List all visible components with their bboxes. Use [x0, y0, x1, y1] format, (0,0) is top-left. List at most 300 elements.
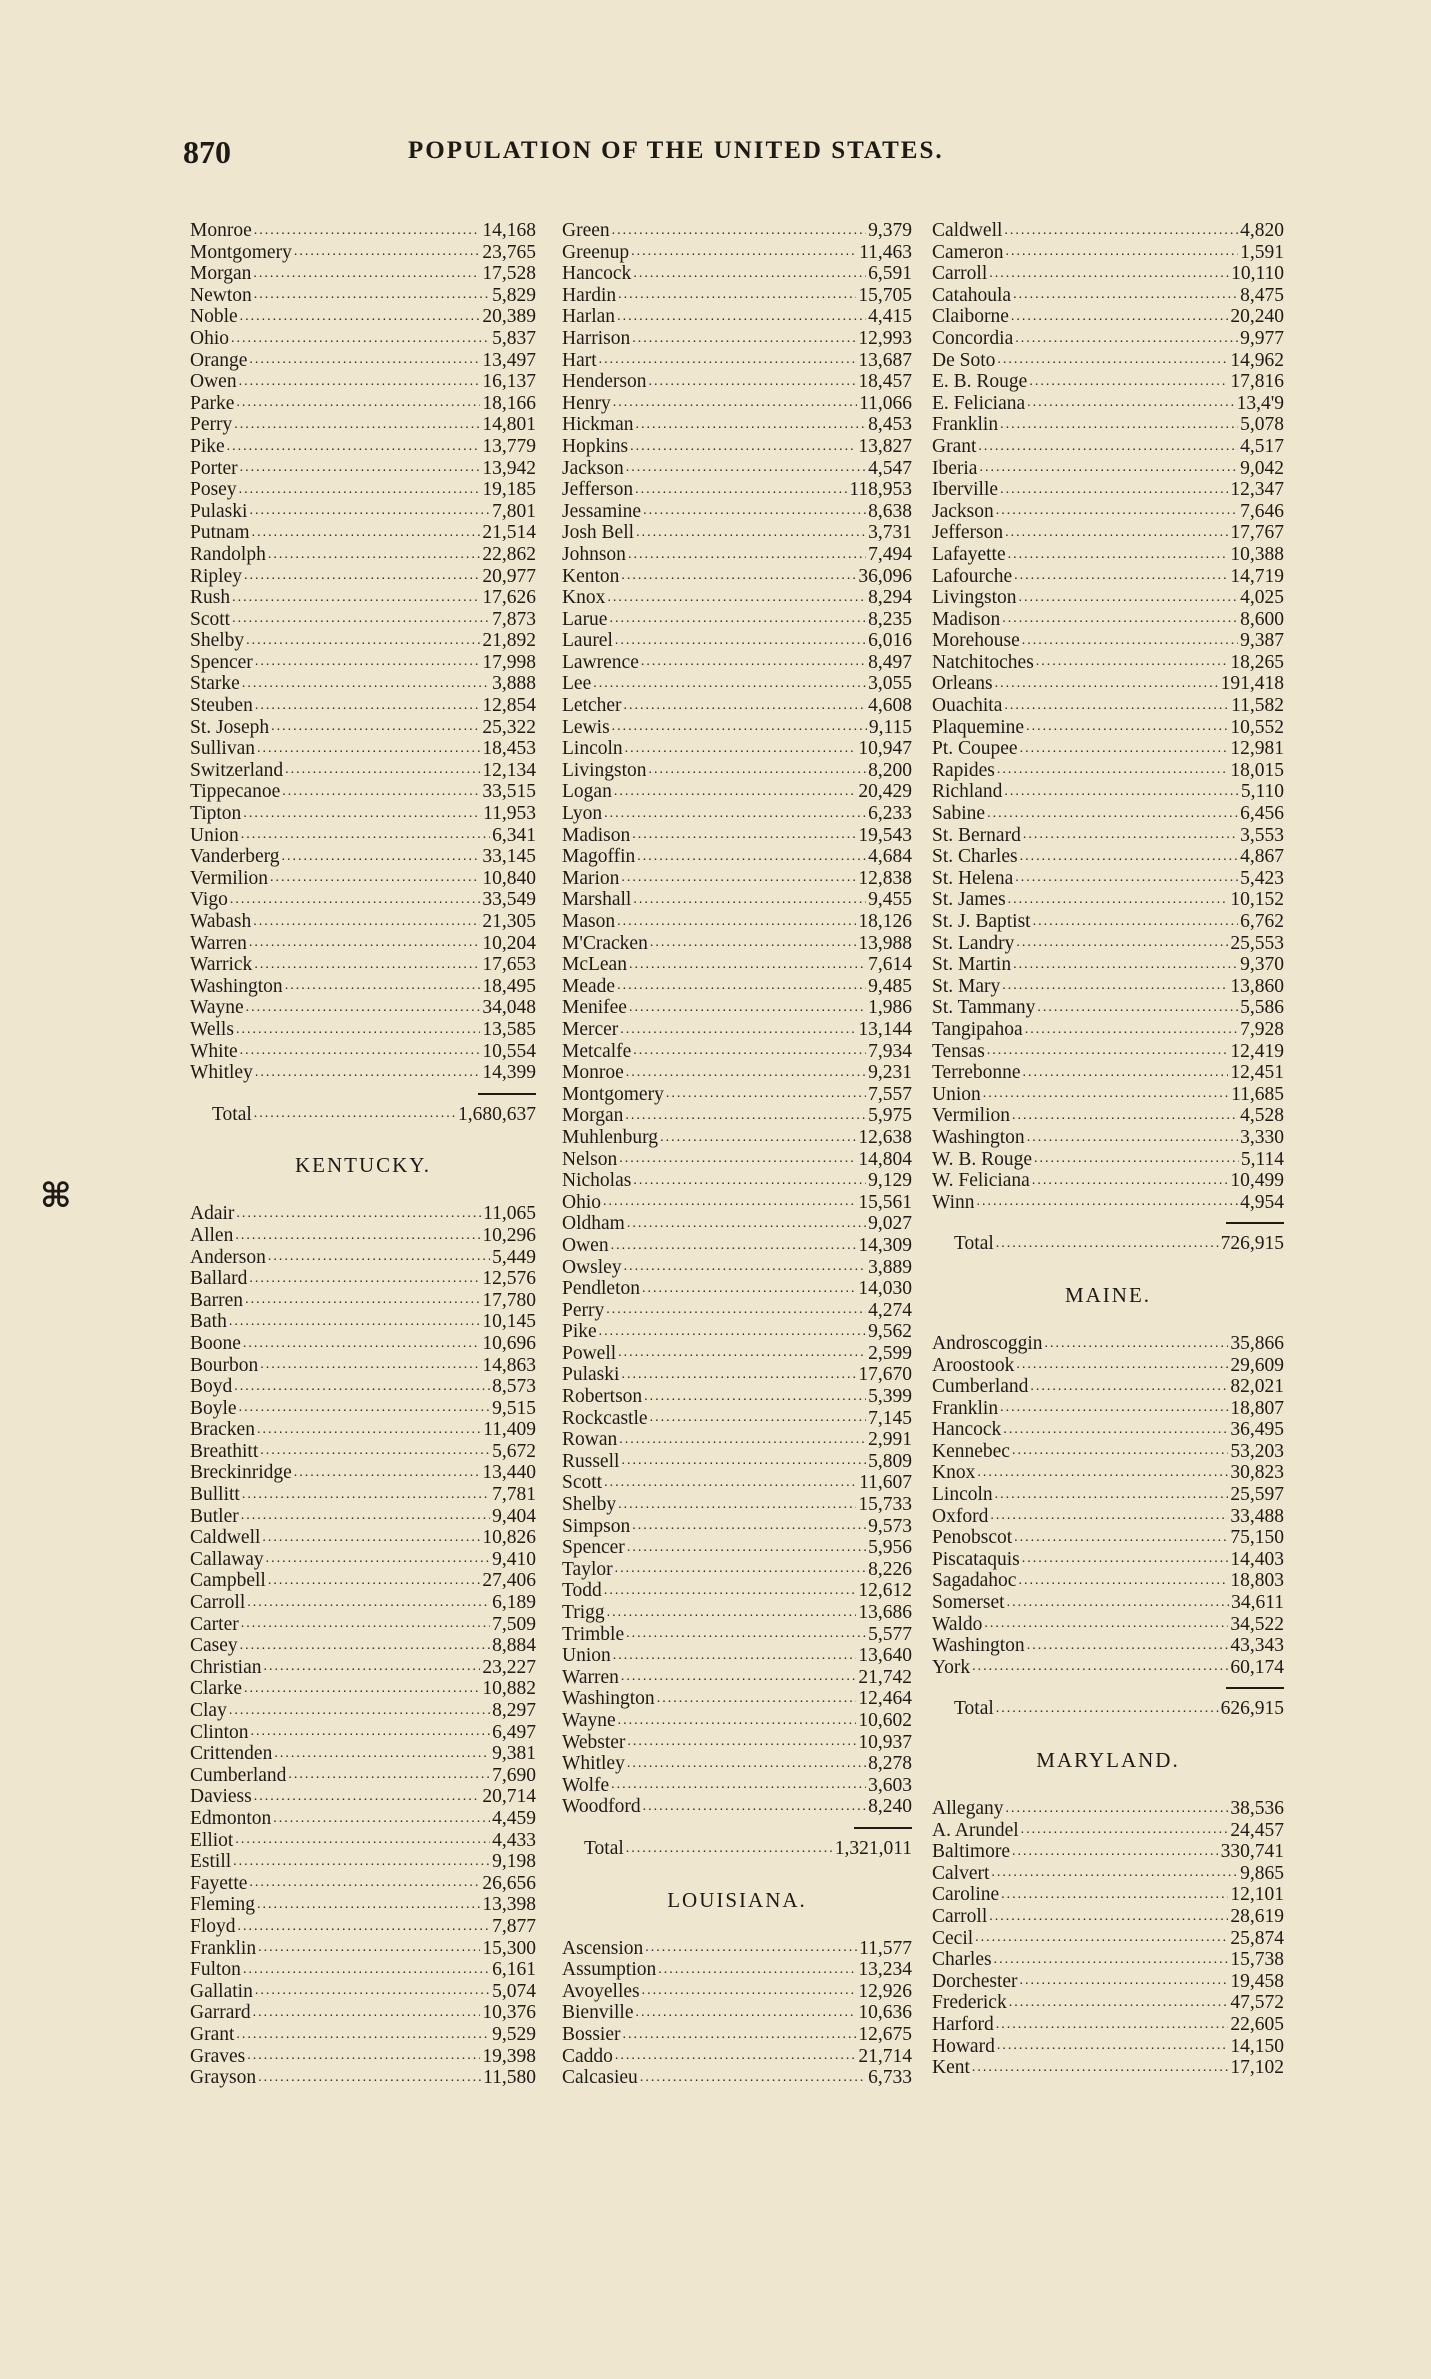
- total-value: 626,915: [1220, 1698, 1284, 1720]
- county-name: Breathitt: [190, 1440, 259, 1462]
- county-name: Taylor: [562, 1558, 613, 1580]
- county-population: 9,515: [492, 1397, 536, 1419]
- county-name: Warren: [190, 932, 247, 954]
- dot-leader: [649, 762, 867, 778]
- county-population: 13,827: [858, 435, 912, 457]
- county-population: 14,403: [1230, 1548, 1284, 1570]
- county-name: Rapides: [932, 759, 995, 781]
- county-population: 18,807: [1230, 1397, 1284, 1419]
- county-population: 5,110: [1240, 781, 1284, 803]
- county-population: 15,733: [858, 1494, 912, 1516]
- column-1: [190, 220, 536, 2089]
- county-population: 12,638: [858, 1126, 912, 1148]
- dot-leader: [633, 1173, 866, 1189]
- county-row: [190, 652, 536, 674]
- dot-leader: [996, 1236, 1219, 1252]
- county-population: 1,986: [868, 997, 912, 1019]
- county-population: 13,440: [482, 1462, 536, 1484]
- county-name: Caroline: [932, 1884, 1000, 1906]
- total-rule: [478, 1093, 536, 1095]
- county-row: [562, 1300, 912, 1322]
- dot-leader: [593, 676, 866, 692]
- county-population: 14,309: [858, 1234, 912, 1256]
- county-name: Henderson: [562, 371, 647, 393]
- county-row: [190, 1203, 536, 1225]
- county-row: [562, 479, 912, 501]
- county-row: [932, 566, 1284, 588]
- dot-leader: [1004, 698, 1229, 714]
- county-name: Franklin: [932, 1397, 999, 1419]
- county-name: Natchitoches: [932, 651, 1034, 673]
- county-name: W. Feliciana: [932, 1170, 1030, 1192]
- county-row: [932, 1570, 1284, 1592]
- dot-leader: [990, 1508, 1228, 1524]
- dot-leader: [231, 331, 490, 347]
- county-name: Owen: [190, 371, 237, 393]
- county-name: Tangipahoa: [932, 1018, 1023, 1040]
- dot-leader: [620, 1022, 856, 1038]
- county-row: [932, 846, 1284, 868]
- county-name: Franklin: [932, 414, 999, 436]
- county-row: [190, 306, 536, 328]
- county-name: Ripley: [190, 565, 242, 587]
- county-row: [562, 1451, 912, 1473]
- county-row: [562, 436, 912, 458]
- county-row: [932, 1376, 1284, 1398]
- county-name: Terrebonne: [932, 1062, 1021, 1084]
- county-row: [562, 695, 912, 717]
- county-row: [932, 350, 1284, 372]
- dot-leader: [1019, 590, 1239, 606]
- dot-leader: [1004, 784, 1238, 800]
- county-population: 9,370: [1240, 954, 1284, 976]
- county-row: [190, 760, 536, 782]
- county-row: [932, 1333, 1284, 1355]
- county-name: Pendleton: [562, 1278, 640, 1300]
- county-row: [190, 889, 536, 911]
- dot-leader: [1015, 870, 1238, 886]
- printer-mark: ⌘: [40, 1178, 72, 1215]
- county-population: 12,347: [1230, 479, 1284, 501]
- dot-leader: [271, 719, 480, 735]
- county-name: Shelby: [190, 630, 245, 652]
- county-name: Avoyelles: [562, 1980, 640, 2002]
- county-row: [190, 458, 536, 480]
- county-name: Cameron: [932, 241, 1004, 263]
- county-row: [562, 1213, 912, 1235]
- county-name: Pulaski: [562, 1364, 620, 1386]
- dot-leader: [632, 331, 856, 347]
- state-heading: MARYLAND.: [1036, 1748, 1180, 1772]
- county-name: Sabine: [932, 803, 986, 825]
- county-name: Woodford: [562, 1796, 641, 1818]
- county-name: Harlan: [562, 306, 616, 328]
- county-name: Fleming: [190, 1894, 256, 1916]
- county-population: 19,185: [482, 479, 536, 501]
- county-row: [562, 1559, 912, 1581]
- state-block: [562, 1886, 912, 2089]
- county-row: [190, 933, 536, 955]
- county-name: Ballard: [190, 1268, 248, 1290]
- county-population: 6,341: [492, 824, 536, 846]
- county-name: Bossier: [562, 2023, 621, 2045]
- county-row: [562, 760, 912, 782]
- county-name: York: [932, 1656, 971, 1678]
- county-name: Todd: [562, 1580, 602, 1602]
- county-row: [562, 1192, 912, 1214]
- county-name: Washington: [190, 975, 283, 997]
- county-population: 10,145: [482, 1311, 536, 1333]
- county-row: [932, 587, 1284, 609]
- county-name: A. Arundel: [932, 1819, 1019, 1841]
- dot-leader: [621, 1669, 856, 1685]
- county-name: E. Feliciana: [932, 392, 1026, 414]
- dot-leader: [274, 1746, 490, 1762]
- dot-leader: [262, 1530, 480, 1546]
- county-population: 18,803: [1230, 1570, 1284, 1592]
- dot-leader: [1012, 1844, 1219, 1860]
- dot-leader: [650, 935, 857, 951]
- county-population: 9,379: [868, 220, 912, 241]
- county-row: [190, 1894, 536, 1916]
- county-row: [562, 738, 912, 760]
- county-name: Anderson: [190, 1246, 266, 1268]
- county-name: Carroll: [190, 1592, 246, 1614]
- county-name: W. B. Rouge: [932, 1148, 1033, 1170]
- county-population: 8,297: [492, 1700, 536, 1721]
- county-row: [190, 1268, 536, 1290]
- county-population: 9,381: [492, 1743, 536, 1765]
- county-row: [190, 717, 536, 739]
- dot-leader: [621, 568, 856, 584]
- county-row: [562, 997, 912, 1019]
- dot-leader: [640, 2070, 866, 2086]
- county-population: 12,419: [1230, 1040, 1284, 1062]
- dot-leader: [1001, 1887, 1228, 1903]
- county-row: [190, 2067, 536, 2089]
- dot-leader: [1030, 1379, 1228, 1395]
- county-row: [562, 1732, 912, 1754]
- county-population: 4,954: [1240, 1191, 1284, 1213]
- dot-leader: [983, 1086, 1229, 1102]
- county-row: [562, 1775, 912, 1797]
- dot-leader: [1027, 395, 1234, 411]
- county-name: Steuben: [190, 695, 253, 717]
- county-name: Marshall: [562, 889, 632, 911]
- county-name: Russell: [562, 1450, 620, 1472]
- county-name: Lee: [562, 673, 592, 695]
- county-row: [562, 1537, 912, 1559]
- county-population: 4,547: [868, 457, 912, 479]
- county-population: 5,078: [1240, 414, 1284, 436]
- county-population: 9,573: [868, 1515, 912, 1537]
- county-row: [190, 328, 536, 350]
- county-name: E. B. Rouge: [932, 371, 1028, 393]
- county-population: 18,495: [482, 975, 536, 997]
- county-population: 13,497: [482, 349, 536, 371]
- state-heading: LOUISIANA.: [667, 1887, 807, 1912]
- dot-leader: [635, 482, 847, 498]
- county-name: M'Cracken: [562, 932, 648, 954]
- county-row: [932, 911, 1284, 933]
- county-row: [562, 1516, 912, 1538]
- county-name: Johnson: [562, 543, 626, 565]
- dot-leader: [236, 395, 480, 411]
- county-row: [932, 609, 1284, 631]
- dot-leader: [1004, 223, 1238, 239]
- county-population: 14,962: [1230, 349, 1284, 371]
- county-row: [190, 1873, 536, 1895]
- state-block: [190, 1151, 536, 2088]
- dot-leader: [632, 1518, 866, 1534]
- county-name: Hancock: [562, 263, 632, 285]
- dot-leader: [1002, 978, 1228, 994]
- county-name: Cumberland: [932, 1376, 1029, 1398]
- county-row: [562, 976, 912, 998]
- dot-leader: [613, 1648, 857, 1664]
- dot-leader: [979, 460, 1238, 476]
- county-row: [562, 1472, 912, 1494]
- dot-leader: [996, 503, 1238, 519]
- dot-leader: [249, 352, 480, 368]
- county-name: St. Mary: [932, 975, 1001, 997]
- county-row: [932, 1884, 1284, 1906]
- county-row: [932, 328, 1284, 350]
- county-row: [190, 1614, 536, 1636]
- county-name: Washington: [562, 1688, 655, 1710]
- dot-leader: [240, 460, 481, 476]
- county-row: [562, 2024, 912, 2046]
- dot-leader: [650, 1410, 867, 1426]
- dot-leader: [268, 1573, 481, 1589]
- dot-leader: [254, 223, 481, 239]
- county-row: [562, 1580, 912, 1602]
- county-population: 10,388: [1230, 543, 1284, 565]
- dot-leader: [604, 806, 866, 822]
- dot-leader: [233, 1854, 490, 1870]
- total-value: 1,321,011: [834, 1837, 912, 1859]
- county-row: [190, 1376, 536, 1398]
- county-population: 13,4'9: [1236, 392, 1284, 414]
- dot-leader: [627, 1756, 866, 1772]
- county-row: [190, 566, 536, 588]
- dot-leader: [972, 2060, 1228, 2076]
- county-name: Grayson: [190, 2067, 257, 2089]
- county-row: [190, 1527, 536, 1549]
- total-label: Total: [954, 1233, 994, 1255]
- county-name: Pulaski: [190, 500, 248, 522]
- dot-leader: [987, 806, 1238, 822]
- county-name: Knox: [562, 587, 606, 609]
- county-name: Iberia: [932, 457, 978, 479]
- dot-leader: [249, 1875, 480, 1891]
- county-population: 4,459: [492, 1807, 536, 1829]
- county-name: Floyd: [190, 1915, 236, 1937]
- county-population: 13,687: [858, 349, 912, 371]
- county-row: [190, 1938, 536, 1960]
- county-population: 17,998: [482, 651, 536, 673]
- county-name: Putnam: [190, 522, 250, 544]
- county-population: 11,409: [483, 1419, 536, 1441]
- county-name: Allen: [190, 1224, 234, 1246]
- county-population: 118,953: [849, 479, 912, 501]
- county-name: Spencer: [190, 651, 253, 673]
- county-row: [562, 1981, 912, 2003]
- county-name: Claiborne: [932, 306, 1009, 328]
- dot-leader: [632, 827, 856, 843]
- dot-leader: [996, 2017, 1229, 2033]
- total-label: Total: [954, 1698, 994, 1720]
- county-row: [932, 630, 1284, 652]
- state-heading: KENTUCKY.: [294, 1153, 432, 1178]
- dot-leader: [1027, 1638, 1229, 1654]
- county-row: [562, 263, 912, 285]
- county-row: [190, 1041, 536, 1063]
- county-population: 2,991: [868, 1429, 912, 1451]
- dot-leader: [1026, 719, 1228, 735]
- dot-leader: [636, 2005, 857, 2021]
- county-name: Pt. Coupee: [932, 738, 1018, 760]
- total-label: Total: [212, 1103, 252, 1125]
- dot-leader: [255, 1065, 481, 1081]
- county-population: 23,227: [482, 1656, 536, 1678]
- total-row: [932, 1698, 1284, 1720]
- county-row: [190, 1830, 536, 1852]
- dot-leader: [615, 1561, 867, 1577]
- county-name: Morehouse: [932, 630, 1020, 652]
- county-name: Pike: [562, 1321, 597, 1343]
- county-population: 15,738: [1230, 1949, 1284, 1971]
- county-name: Cumberland: [190, 1764, 287, 1786]
- county-population: 18,015: [1230, 759, 1284, 781]
- county-population: 9,042: [1240, 457, 1284, 479]
- county-population: 4,528: [1240, 1105, 1284, 1127]
- county-population: 4,433: [492, 1829, 536, 1851]
- county-population: 18,453: [482, 738, 536, 760]
- dot-leader: [618, 1497, 856, 1513]
- dot-leader: [240, 1638, 490, 1654]
- county-row: [932, 954, 1284, 976]
- county-row: [190, 1592, 536, 1614]
- county-row: [190, 1398, 536, 1420]
- dot-leader: [643, 503, 866, 519]
- county-population: 24,457: [1230, 1819, 1284, 1841]
- county-name: Bath: [190, 1311, 227, 1333]
- county-population: 13,988: [858, 932, 912, 954]
- dot-leader: [625, 1108, 866, 1124]
- county-name: Harford: [932, 2013, 994, 2035]
- county-name: Warren: [562, 1666, 619, 1688]
- dot-leader: [625, 741, 857, 757]
- county-name: Lincoln: [932, 1484, 993, 1506]
- dot-leader: [240, 309, 481, 325]
- county-population: 9,404: [492, 1505, 536, 1527]
- county-population: 10,376: [482, 2002, 536, 2024]
- county-population: 330,741: [1220, 1841, 1284, 1863]
- county-population: 27,406: [482, 1570, 536, 1592]
- county-population: 60,174: [1230, 1656, 1284, 1678]
- county-name: Edmonton: [190, 1807, 272, 1829]
- county-population: 12,612: [858, 1580, 912, 1602]
- county-population: 38,536: [1230, 1798, 1284, 1819]
- county-name: Tensas: [932, 1040, 985, 1062]
- county-population: 9,562: [868, 1321, 912, 1343]
- county-row: [932, 285, 1284, 307]
- county-population: 12,101: [1230, 1884, 1284, 1906]
- county-name: Monroe: [190, 220, 252, 241]
- county-name: Livingston: [562, 759, 647, 781]
- total-row: [932, 1233, 1284, 1255]
- dot-leader: [254, 1789, 481, 1805]
- dot-leader: [645, 1940, 857, 1956]
- dot-leader: [1008, 892, 1229, 908]
- county-population: 7,557: [868, 1083, 912, 1105]
- dot-leader: [227, 439, 481, 455]
- county-population: 36,096: [858, 565, 912, 587]
- county-name: Jackson: [932, 500, 994, 522]
- county-row: [562, 1408, 912, 1430]
- county-row: [932, 1462, 1284, 1484]
- dot-leader: [618, 1713, 857, 1729]
- dot-leader: [995, 1487, 1229, 1503]
- county-name: Jefferson: [932, 522, 1004, 544]
- dot-leader: [1008, 547, 1229, 563]
- dot-leader: [253, 2005, 481, 2021]
- county-row: [932, 393, 1284, 415]
- county-population: 6,733: [868, 2067, 912, 2089]
- county-population: 18,126: [858, 911, 912, 932]
- county-name: Letcher: [562, 695, 622, 717]
- county-row: [190, 781, 536, 803]
- dot-leader: [629, 1000, 866, 1016]
- county-population: 13,860: [1230, 975, 1284, 997]
- county-row: [562, 1084, 912, 1106]
- county-row: [562, 1235, 912, 1257]
- county-name: Scott: [190, 608, 231, 630]
- dot-leader: [1025, 1022, 1238, 1038]
- dot-leader: [626, 1065, 866, 1081]
- county-row: [562, 1624, 912, 1646]
- county-name: Pike: [190, 435, 225, 457]
- dot-leader: [606, 1302, 866, 1318]
- county-row: [190, 1484, 536, 1506]
- county-name: Washington: [932, 1635, 1025, 1657]
- county-row: [190, 1355, 536, 1377]
- county-population: 10,882: [482, 1678, 536, 1700]
- dot-leader: [229, 1314, 481, 1330]
- county-population: 10,110: [1231, 263, 1284, 285]
- county-name: Tippecanoe: [190, 781, 281, 803]
- county-row: [932, 652, 1284, 674]
- dot-leader: [1021, 1822, 1229, 1838]
- county-name: Boone: [190, 1332, 241, 1354]
- county-population: 10,152: [1230, 889, 1284, 911]
- county-name: Clarke: [190, 1678, 242, 1700]
- county-row: [190, 2024, 536, 2046]
- county-row: [932, 1820, 1284, 1842]
- county-name: Spencer: [562, 1537, 625, 1559]
- county-row: [562, 2067, 912, 2089]
- dot-leader: [1011, 309, 1228, 325]
- county-population: 23,765: [482, 241, 536, 263]
- county-population: 10,499: [1230, 1170, 1284, 1192]
- county-row: [932, 1170, 1284, 1192]
- county-name: Muhlenburg: [562, 1126, 659, 1148]
- dot-leader: [617, 309, 866, 325]
- county-population: 10,204: [482, 932, 536, 954]
- county-row: [932, 544, 1284, 566]
- county-name: Casey: [190, 1635, 238, 1657]
